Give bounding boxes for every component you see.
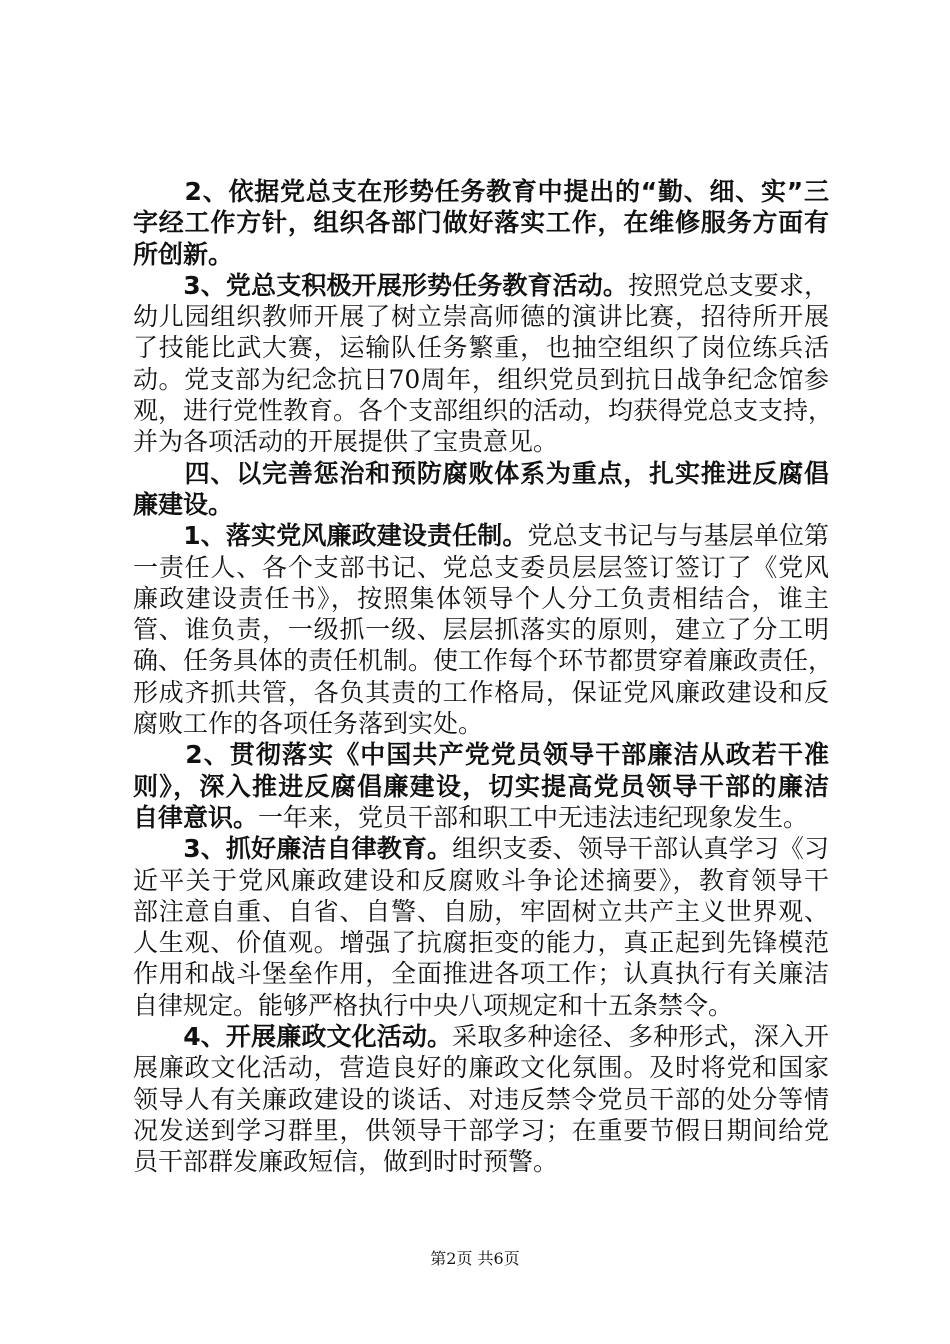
paragraph (133, 833, 829, 1021)
text-run: 自律规定。能够严格执行中央八项规定和十五条禁令。 (133, 990, 734, 1020)
text-line (133, 927, 829, 958)
text-line (133, 301, 829, 332)
text-line (133, 176, 829, 207)
text-line (133, 865, 829, 896)
text-run: 展廉政文化活动，营造良好的廉政文化氛围。及时将党和国家 (133, 1053, 829, 1083)
bold-text-run: 3、党总支积极开展形势任务教育活动。 (133, 270, 629, 300)
paragraph (133, 458, 829, 521)
text-run: 部注意自重、自省、自警、自励，牢固树立共产主义世界观、 (133, 896, 829, 926)
text-run: 管、谁负责，一级抓一级、层层抓落实的原则，建立了分工明 (133, 615, 829, 645)
text-line (133, 1021, 829, 1052)
paragraph (133, 270, 834, 458)
bold-text-run: 2、贯彻落实《中国共产党党员领导干部廉洁从政若干准 (133, 740, 829, 770)
text-line (133, 1146, 829, 1177)
text-line (133, 708, 829, 739)
text-line (133, 677, 829, 708)
text-run: 作用和战斗堡垒作用，全面推进各项工作；认真执行有关廉洁 (133, 959, 829, 989)
text-run: 按照党总支要求， (628, 270, 829, 300)
text-line (133, 583, 829, 614)
text-run: 近平关于党风廉政建设和反腐败斗争论述摘要》，教育领导干 (133, 865, 829, 895)
text-line (133, 771, 829, 802)
paragraph (133, 176, 829, 270)
text-line (133, 552, 829, 583)
text-run: 廉政建设责任书》，按照集体领导个人分工负责相结合，谁主 (133, 583, 829, 613)
bold-text-run: 则》，深入推进反腐倡廉建设，切实提高党员领导干部的廉洁 (133, 771, 829, 801)
bold-text-run: 4、开展廉政文化活动。 (133, 1022, 453, 1052)
bold-text-run: 2、依据党总支在形势任务教育中提出的“勤、细、实”三 (133, 177, 829, 206)
bold-text-run: 廉建设。 (133, 489, 234, 519)
text-line (133, 802, 829, 833)
text-line (133, 958, 829, 989)
text-line (133, 489, 829, 520)
text-line (133, 239, 829, 270)
text-run: 形成齐抓共管，各负其责的工作格局，保证党风廉政建设和反 (133, 677, 829, 707)
text-line (133, 520, 829, 551)
paragraph (133, 1021, 829, 1177)
text-run: 一责任人、各个支部书记、党总支委员层层签订签订了《党风 (133, 552, 829, 582)
text-run: 了技能比武大赛，运输队任务繁重，也抽空组织了岗位练兵活 (133, 333, 829, 363)
text-line (133, 739, 829, 770)
text-run: 组织支委、领导干部认真学习《习 (452, 834, 829, 864)
bold-text-run: 自律意识。 (133, 802, 259, 832)
text-line (133, 896, 829, 927)
text-run: 幼儿园组织教师开展了树立崇高师德的演讲比赛，招待所开展 (133, 302, 829, 332)
text-run: 一年来，党员干部和职工中无违法违纪现象发生。 (258, 802, 809, 832)
text-line (133, 990, 829, 1021)
text-run: 确、任务具体的责任机制。使工作每个环节都贯穿着廉政责任， (133, 646, 834, 676)
text-run: 领导人有关廉政建设的谈话、对违反禁令党员干部的处分等情 (133, 1084, 829, 1114)
text-run: 采取多种途径、多种形式，深入开 (452, 1022, 829, 1052)
paragraph (133, 739, 829, 833)
text-run: 腐败工作的各项任务落到实处。 (133, 709, 484, 739)
text-line (133, 395, 834, 426)
text-run: 动。党支部为纪念抗日70周年，组织党员到抗日战争纪念馆参 (133, 364, 829, 394)
paragraph (133, 520, 834, 739)
bold-text-run: 3、抓好廉洁自律教育。 (133, 834, 453, 864)
text-run: 并为各项活动的开展提供了宝贵意见。 (133, 427, 559, 457)
text-line (133, 1084, 829, 1115)
text-run: 员干部群发廉政短信，做到时时预警。 (133, 1147, 559, 1177)
text-line (133, 1052, 829, 1083)
text-line (133, 426, 829, 457)
text-run: 人生观、价值观。增强了抗腐拒变的能力，真正起到先锋模范 (133, 928, 829, 958)
text-run: 况发送到学习群里，供领导干部学习；在重要节假日期间给党 (133, 1115, 829, 1145)
text-line (133, 833, 829, 864)
text-line (133, 270, 829, 301)
text-line (133, 364, 829, 395)
bold-text-run: 所创新。 (133, 239, 234, 269)
bold-text-run: 四、以完善惩治和预防腐败体系为重点，扎实推进反腐倡 (133, 458, 829, 488)
bold-text-run: 字经工作方针，组织各部门做好落实工作，在维修服务方面有 (133, 208, 829, 238)
text-line (133, 614, 829, 645)
text-run: 观，进行党性教育。各个支部组织的活动，均获得党总支支持， (133, 396, 834, 426)
bold-text-run: 1、落实党风廉政建设责任制。 (133, 521, 528, 551)
text-line (133, 1115, 829, 1146)
text-line (133, 207, 829, 238)
page-footer: 第2页 共6页 (430, 1249, 520, 1268)
text-line (133, 645, 834, 676)
text-line (133, 458, 829, 489)
text-line (133, 332, 829, 363)
document-body (133, 176, 834, 1178)
text-run: 党总支书记与与基层单位第 (527, 521, 829, 551)
